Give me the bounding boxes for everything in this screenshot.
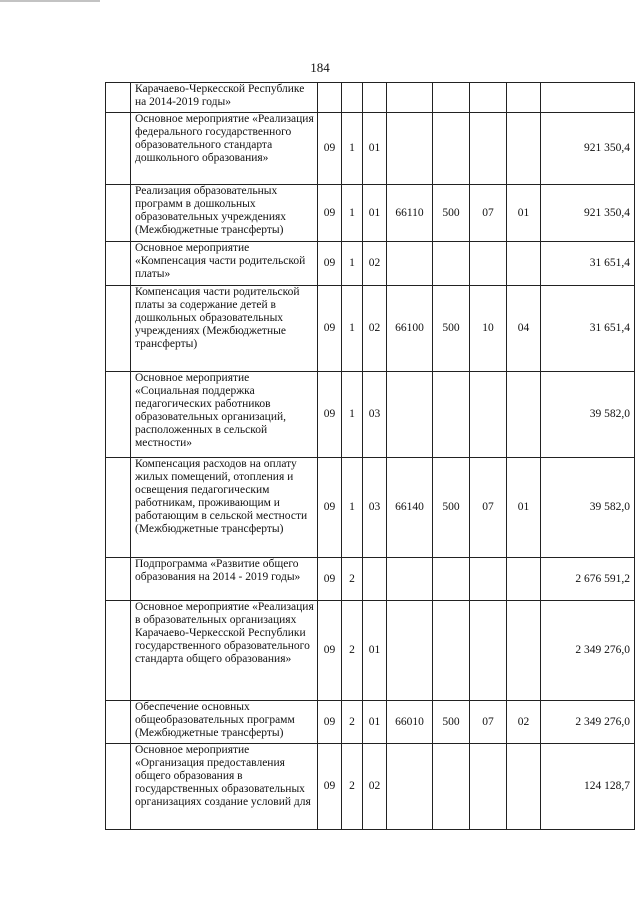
chapter-code-cell: 09 [318,372,342,458]
item-name-cell: Основное мероприятие «Организация предоставления общего образования в государственных образовательных организациях создание условий для [131,744,318,830]
subprogram-code-cell: 2 [342,744,363,830]
subsection-code-cell: 04 [507,286,541,372]
table-row [106,701,635,744]
amount-cell: 2 349 276,0 [541,601,635,701]
item-name-cell: Обеспечение основных общеобразовательных программ (Межбюджетные трансферты) [131,701,318,744]
section-code-cell [470,83,507,113]
section-code-cell: 07 [470,185,507,242]
row-margin-cell [106,113,131,185]
chapter-code-cell: 09 [318,286,342,372]
item-name-cell: Реализация образовательных программ в дошкольных образовательных учреждениях (Межбюджетные трансферты) [131,185,318,242]
subsection-code-cell [507,744,541,830]
subprogram-code-cell: 2 [342,701,363,744]
amount-cell: 39 582,0 [541,372,635,458]
direction-code-cell [387,242,433,286]
subprogram-code-cell: 1 [342,458,363,558]
activity-code-cell: 01 [363,701,387,744]
subsection-code-cell [507,242,541,286]
activity-code-cell: 02 [363,744,387,830]
amount-cell [541,83,635,113]
subprogram-code-cell: 2 [342,558,363,601]
expense-type-code-cell [433,242,470,286]
section-code-cell [470,601,507,701]
table-row [106,458,635,558]
table-row [106,286,635,372]
subprogram-code-cell: 1 [342,185,363,242]
expense-type-code-cell: 500 [433,286,470,372]
section-code-cell [470,558,507,601]
direction-code-cell: 66010 [387,701,433,744]
chapter-code-cell: 09 [318,458,342,558]
section-code-cell: 07 [470,458,507,558]
row-margin-cell [106,372,131,458]
subsection-code-cell: 01 [507,185,541,242]
direction-code-cell [387,744,433,830]
item-name-cell: Компенсация расходов на оплату жилых помещений, отопления и освещения педагогическим работникам, проживающим и работающим в сельской местности (Межбюджетные трансферты) [131,458,318,558]
subsection-code-cell [507,113,541,185]
activity-code-cell: 02 [363,286,387,372]
section-code-cell: 07 [470,701,507,744]
expense-type-code-cell [433,744,470,830]
row-margin-cell [106,286,131,372]
activity-code-cell: 03 [363,372,387,458]
section-code-cell [470,744,507,830]
subsection-code-cell [507,601,541,701]
direction-code-cell: 66100 [387,286,433,372]
subsection-code-cell [507,83,541,113]
amount-cell: 2 349 276,0 [541,701,635,744]
table-row [106,744,635,830]
direction-code-cell [387,601,433,701]
item-name-cell: Подпрограмма «Развитие общего образования на 2014 - 2019 годы» [131,558,318,601]
expense-type-code-cell [433,113,470,185]
chapter-code-cell: 09 [318,558,342,601]
direction-code-cell: 66110 [387,185,433,242]
subsection-code-cell: 02 [507,701,541,744]
direction-code-cell [387,558,433,601]
chapter-code-cell: 09 [318,242,342,286]
direction-code-cell [387,113,433,185]
direction-code-cell: 66140 [387,458,433,558]
item-name-cell: Основное мероприятие «Реализация в образовательных организациях Карачаево-Черкесской Республики государственного образовательного стандарта общего образования» [131,601,318,701]
expense-type-code-cell: 500 [433,701,470,744]
section-code-cell [470,242,507,286]
amount-cell: 31 651,4 [541,286,635,372]
table-row [106,601,635,701]
scan-mark [0,0,100,2]
expense-type-code-cell [433,372,470,458]
row-margin-cell [106,601,131,701]
table-row [106,83,635,113]
amount-cell: 2 676 591,2 [541,558,635,601]
activity-code-cell: 03 [363,458,387,558]
subprogram-code-cell: 2 [342,601,363,701]
table-row [106,113,635,185]
subsection-code-cell [507,372,541,458]
section-code-cell: 10 [470,286,507,372]
chapter-code-cell: 09 [318,185,342,242]
expense-type-code-cell [433,601,470,701]
page-number: 184 [310,60,330,75]
expense-type-code-cell [433,83,470,113]
item-name-cell: Карачаево-Черкесской Республике на 2014-2019 годы» [131,83,318,113]
chapter-code-cell [318,83,342,113]
expense-type-code-cell: 500 [433,458,470,558]
row-margin-cell [106,83,131,113]
activity-code-cell: 01 [363,601,387,701]
activity-code-cell [363,83,387,113]
amount-cell: 31 651,4 [541,242,635,286]
budget-table-body [106,83,635,830]
expense-type-code-cell: 500 [433,185,470,242]
activity-code-cell: 01 [363,185,387,242]
amount-cell: 921 350,4 [541,185,635,242]
table-row [106,242,635,286]
subprogram-code-cell: 1 [342,242,363,286]
activity-code-cell: 01 [363,113,387,185]
direction-code-cell [387,83,433,113]
row-margin-cell [106,458,131,558]
chapter-code-cell: 09 [318,113,342,185]
expense-type-code-cell [433,558,470,601]
item-name-cell: Основное мероприятие «Социальная поддержка педагогических работников образовательных организаций, расположенных в сельской местности» [131,372,318,458]
item-name-cell: Компенсация части родительской платы за содержание детей в дошкольных образовательных учреждениях (Межбюджетные трансферты) [131,286,318,372]
subsection-code-cell: 01 [507,458,541,558]
amount-cell: 39 582,0 [541,458,635,558]
item-name-cell: Основное мероприятие «Компенсация части родительской платы» [131,242,318,286]
chapter-code-cell: 09 [318,744,342,830]
table-row [106,558,635,601]
subsection-code-cell [507,558,541,601]
row-margin-cell [106,185,131,242]
subprogram-code-cell: 1 [342,113,363,185]
activity-code-cell: 02 [363,242,387,286]
row-margin-cell [106,744,131,830]
direction-code-cell [387,372,433,458]
subprogram-code-cell: 1 [342,286,363,372]
section-code-cell [470,372,507,458]
table-row [106,372,635,458]
section-code-cell [470,113,507,185]
table-row [106,185,635,242]
row-margin-cell [106,242,131,286]
activity-code-cell [363,558,387,601]
chapter-code-cell: 09 [318,701,342,744]
subprogram-code-cell [342,83,363,113]
budget-table [105,82,635,830]
row-margin-cell [106,701,131,744]
amount-cell: 921 350,4 [541,113,635,185]
item-name-cell: Основное мероприятие «Реализация федерального государственного образовательного стандарта дошкольного образования» [131,113,318,185]
chapter-code-cell: 09 [318,601,342,701]
row-margin-cell [106,558,131,601]
subprogram-code-cell: 1 [342,372,363,458]
amount-cell: 124 128,7 [541,744,635,830]
